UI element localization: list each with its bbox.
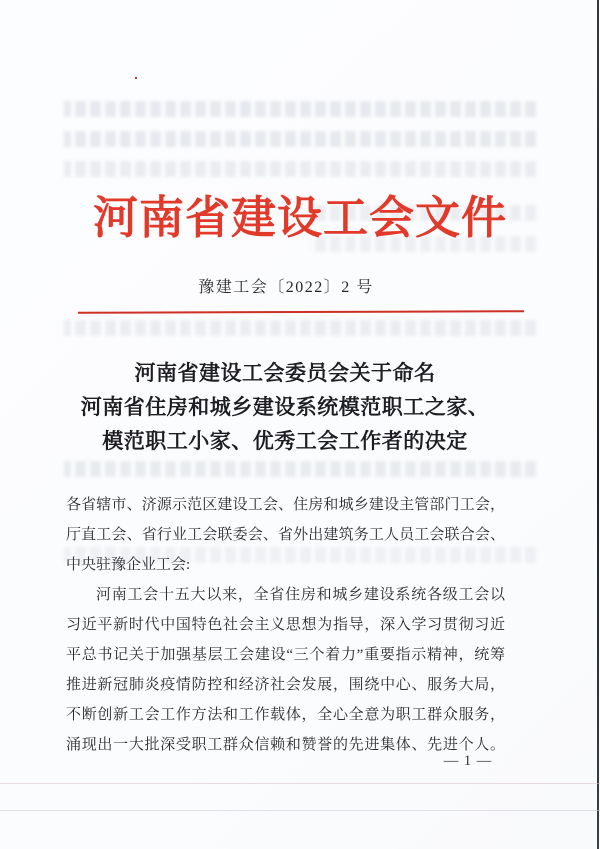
scan-speck-artifact	[135, 77, 137, 79]
body-paragraph-line-3: 平总书记关于加强基层工会建设“三个着力”重要指示精神，统筹	[66, 647, 505, 663]
document-title-line-2: 河南省住房和城乡建设系统模范职工之家、	[80, 395, 490, 419]
body-paragraph-line-4: 推进新冠肺炎疫情防控和经济社会发展，围绕中心、服务大局，	[66, 677, 505, 693]
body-paragraph-line-1: 河南工会十五大以来，全省住房和城乡建设系统各级工会以	[96, 587, 505, 603]
bleed-through-artifact	[64, 461, 536, 477]
document-title-line-3: 模范职工小家、优秀工会工作者的决定	[102, 429, 468, 453]
letterhead-title: 河南省建设工会文件	[92, 193, 507, 243]
bleed-through-artifact	[64, 131, 536, 147]
scan-edge-line	[597, 0, 599, 849]
document-number: 豫建工会〔2022〕2 号	[198, 279, 374, 296]
body-paragraph-line-5: 不断创新工会工作方法和工作载体，全心全意为职工群众服务，	[66, 707, 505, 723]
page-number: — 1 —	[443, 753, 493, 769]
red-divider-line	[78, 310, 524, 314]
document-title	[30, 356, 540, 458]
salutation-line-3: 中央驻豫企业工会:	[66, 557, 191, 573]
body-paragraph-line-6: 涌现出一大批深受职工群众信赖和赞誉的先进集体、先进个人。	[66, 737, 505, 753]
document-body	[66, 490, 505, 760]
bleed-through-artifact	[64, 320, 536, 336]
document-title-line-1: 河南省建设工会委员会关于命名	[134, 361, 436, 385]
scan-artifact-line	[0, 810, 600, 811]
bleed-through-artifact	[64, 101, 536, 117]
body-paragraph-line-2: 习近平新时代中国特色社会主义思想为指导，深入学习贯彻习近	[66, 617, 505, 633]
bleed-through-artifact	[64, 161, 536, 177]
salutation-line-2: 厅直工会、省行业工会联委会、省外出建筑务工人员工会联合会、	[66, 527, 505, 543]
salutation-line-1: 各省辖市、济源示范区建设工会、住房和城乡建设主管部门工会，	[66, 497, 505, 513]
scan-artifact-line	[0, 783, 600, 784]
